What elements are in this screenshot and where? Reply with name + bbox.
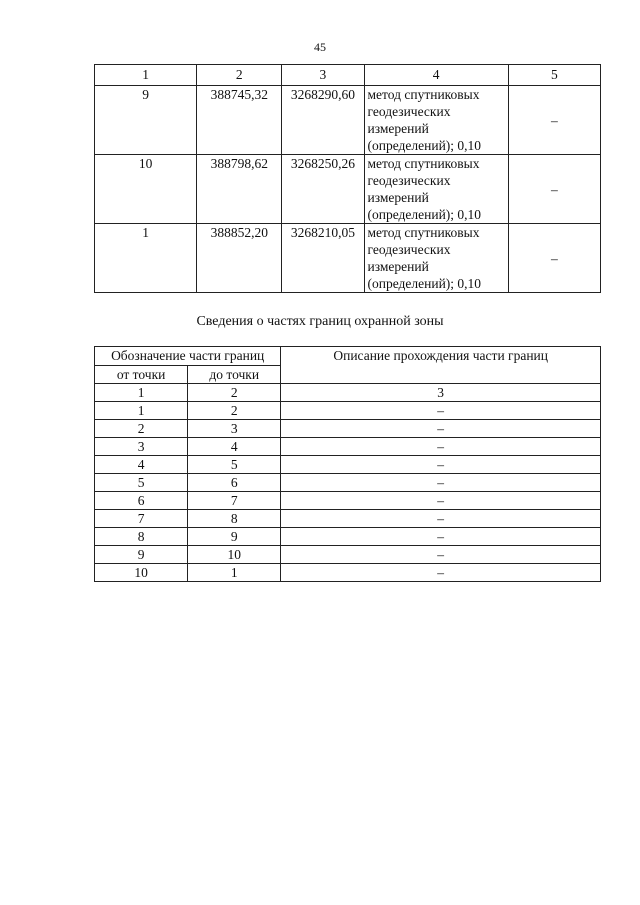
from-point: 2 [95,420,188,438]
column-number-2: 2 [197,65,282,86]
method-line: измерений [367,121,429,136]
to-point: 3 [188,420,281,438]
table-row [95,86,601,155]
coordinate-x: 388798,62 [197,155,282,224]
table-row [95,155,601,224]
from-point: 3 [95,438,188,456]
method-line: метод спутниковых [367,87,480,102]
from-point: 1 [95,402,188,420]
table-row [95,438,601,456]
column-number-3: 3 [281,384,601,402]
point-number: 9 [95,86,197,155]
note-cell: – [508,155,600,224]
method-line: геодезических [367,104,451,119]
page-number: 45 [314,40,326,54]
from-point: 6 [95,492,188,510]
header-to-point: до точки [188,366,281,384]
description-cell: – [281,528,601,546]
to-point: 6 [188,474,281,492]
column-number-1: 1 [95,65,197,86]
method-cell [364,155,508,224]
method-line: геодезических [367,242,451,257]
table-row [95,492,601,510]
table-row [95,224,601,293]
description-cell: – [281,564,601,582]
note-cell: – [508,224,600,293]
description-cell: – [281,402,601,420]
column-number-2: 2 [188,384,281,402]
coordinate-y: 3268250,26 [282,155,364,224]
column-number-1: 1 [95,384,188,402]
method-cell [364,224,508,293]
description-cell: – [281,510,601,528]
header-group: Обозначение части границ [95,347,281,366]
to-point: 2 [188,402,281,420]
column-number-3: 3 [282,65,364,86]
header-from-point: от точки [95,366,188,384]
from-point: 10 [95,564,188,582]
method-line: (определений); 0,10 [367,207,482,222]
to-point: 1 [188,564,281,582]
method-line: измерений [367,190,429,205]
to-point: 4 [188,438,281,456]
method-line: метод спутниковых [367,225,480,240]
border-header-row [95,347,601,366]
method-line: измерений [367,259,429,274]
from-point: 5 [95,474,188,492]
description-cell: – [281,438,601,456]
method-line: геодезических [367,173,451,188]
to-point: 5 [188,456,281,474]
table-row [95,456,601,474]
to-point: 8 [188,510,281,528]
coordinate-y: 3268290,60 [282,86,364,155]
method-line: метод спутниковых [367,156,480,171]
from-point: 7 [95,510,188,528]
section-title: Сведения о частях границ охранной зоны [196,314,444,329]
method-cell [364,86,508,155]
table-row [95,546,601,564]
coordinates-table [94,64,601,293]
from-point: 8 [95,528,188,546]
point-number: 1 [95,224,197,293]
description-cell: – [281,492,601,510]
coordinate-x: 388852,20 [197,224,282,293]
border-parts-table [94,346,601,582]
coordinate-y: 3268210,05 [282,224,364,293]
table-row [95,510,601,528]
table-row [95,564,601,582]
header-description: Описание прохождения части границ [281,347,601,384]
description-cell: – [281,474,601,492]
method-line: (определений); 0,10 [367,276,482,291]
column-number-4: 4 [364,65,508,86]
border-numbering-row [95,384,601,402]
from-point: 9 [95,546,188,564]
from-point: 4 [95,456,188,474]
description-cell: – [281,546,601,564]
table-row [95,402,601,420]
table-row [95,474,601,492]
to-point: 7 [188,492,281,510]
description-cell: – [281,456,601,474]
table-row [95,528,601,546]
to-point: 9 [188,528,281,546]
method-line: (определений); 0,10 [367,138,482,153]
note-cell: – [508,86,600,155]
column-number-5: 5 [508,65,600,86]
to-point: 10 [188,546,281,564]
table-row [95,420,601,438]
point-number: 10 [95,155,197,224]
coordinate-x: 388745,32 [197,86,282,155]
description-cell: – [281,420,601,438]
coordinates-header-row [95,65,601,86]
